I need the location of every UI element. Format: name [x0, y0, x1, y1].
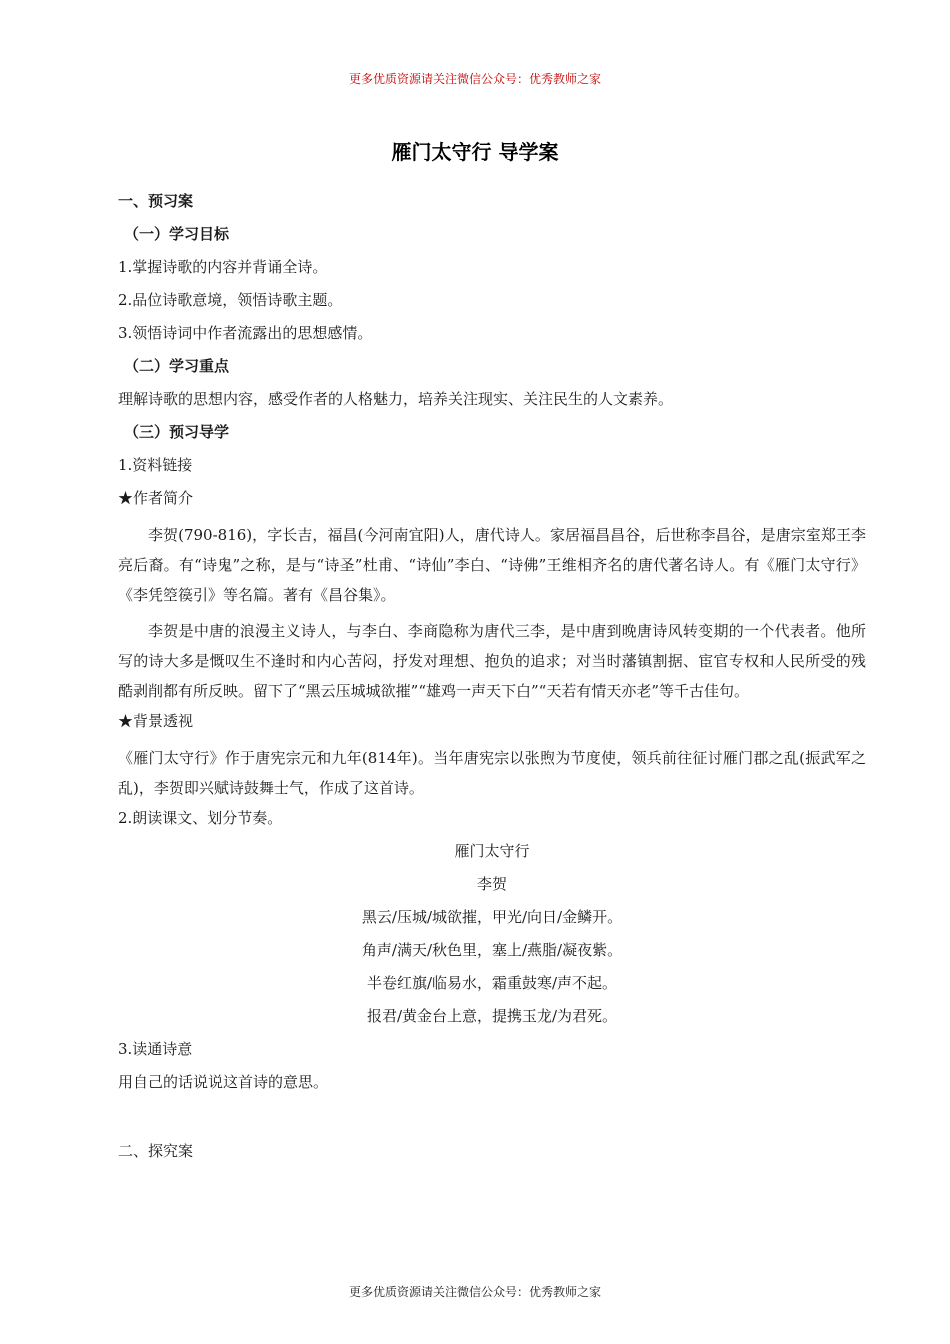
author-paragraph-1: 李贺(790-816)，字长吉，福昌(今河南宜阳)人，唐代诗人。家居福昌昌谷，后世称李昌谷，是唐宗室郑王李亮后裔。有“诗鬼”之称，是与“诗圣”杜甫、“诗仙”李白、“诗佛”王维相齐名的唐代著名诗人。有《雁门太守行》《李凭箜篌引》等名篇。著有《昌谷集》。 [118, 526, 866, 604]
spacer [118, 1104, 866, 1140]
focus-text: 理解诗歌的思想内容，感受作者的人格魅力，培养关注现实、关注民生的人文素养。 [118, 390, 674, 408]
author-intro-label: ★作者简介 [118, 489, 194, 507]
section-heading-preview: 一、预习案 [118, 192, 194, 210]
goal-item: 1.掌握诗歌的内容并背诵全诗。 [118, 258, 328, 276]
poem-line: 角声/满天/秋色里，塞上/燕脂/凝夜紫。 [361, 941, 623, 959]
subheading-goals: （一）学习目标 [124, 225, 230, 243]
poem-line: 报君/黄金台上意，提携玉龙/为君死。 [366, 1007, 618, 1025]
poem-author: 李贺 [476, 875, 507, 893]
poem-line: 黑云/压城/城欲摧，甲光/向日/金鳞开。 [361, 908, 623, 926]
subheading-guide: （三）预习导学 [124, 423, 230, 441]
footer-note: 更多优质资源请关注微信公众号：优秀教师之家 [348, 1285, 601, 1299]
header-note: 更多优质资源请关注微信公众号：优秀教师之家 [348, 72, 601, 86]
background-paragraph: 《雁门太守行》作于唐宪宗元和九年(814年)。当年唐宪宗以张煦为节度使，领兵前往征讨雁门郡之乱(振武军之乱)，李贺即兴赋诗鼓舞士气，作成了这首诗。 [118, 749, 866, 797]
guide-item-1: 1.资料链接 [118, 456, 193, 474]
guide-item-3-text: 用自己的话说说这首诗的意思。 [118, 1073, 329, 1091]
poem-line: 半卷红旗/临易水，霜重鼓寒/声不起。 [366, 974, 618, 992]
page-title: 雁门太守行 导学案 [391, 140, 559, 164]
author-paragraph-2: 李贺是中唐的浪漫主义诗人，与李白、李商隐称为唐代三李，是中唐到晚唐诗风转变期的一个代表者。他所写的诗大多是慨叹生不逢时和内心苦闷，抒发对理想、抱负的追求；对当时藩镇割据、宦官专权和人民所受的残酷剥削都有所反映。留下了“黑云压城城欲摧”“雄鸡一声天下白”“天若有情天亦老”等千古佳句。 [118, 622, 866, 700]
goal-item: 2.品位诗歌意境，领悟诗歌主题。 [118, 291, 343, 309]
goal-item: 3.领悟诗词中作者流露出的思想感情。 [118, 324, 373, 342]
background-label: ★背景透视 [118, 712, 194, 730]
subheading-focus: （二）学习重点 [124, 357, 230, 375]
section-heading-explore: 二、探究案 [118, 1142, 194, 1160]
poem-title: 雁门太守行 [454, 842, 530, 860]
document-body [118, 190, 866, 1173]
guide-item-2: 2.朗读课文、划分节奏。 [118, 809, 283, 827]
guide-item-3: 3.读通诗意 [118, 1040, 193, 1058]
